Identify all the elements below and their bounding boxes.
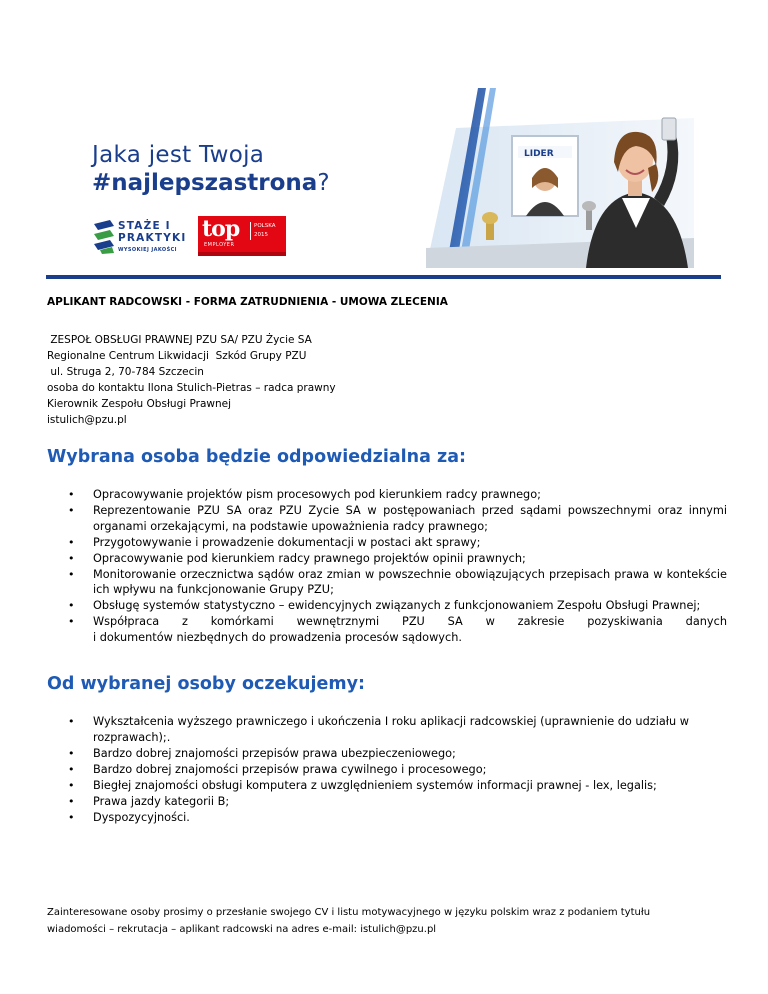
contact-position: Kierownik Zespołu Obsługi Prawnej bbox=[47, 398, 232, 410]
list-item: • Bardzo dobrej znajomości przepisów prawa ubezpieczeniowego; bbox=[93, 746, 727, 762]
top-employer-logo bbox=[198, 216, 286, 256]
top-logo-country: POLSKA bbox=[254, 223, 276, 229]
banner-photo bbox=[426, 88, 694, 268]
list-item: • Opracowywanie projektów pism procesowych pod kierunkiem radcy prawnego; bbox=[93, 487, 727, 503]
staze-logo-text bbox=[118, 220, 186, 244]
expectations-heading: Od wybranej osoby oczekujemy: bbox=[47, 674, 365, 695]
contact-email[interactable]: istulich@pzu.pl bbox=[47, 414, 127, 426]
top-logo-year: 2015 bbox=[254, 232, 268, 238]
job-offer-content bbox=[47, 296, 727, 825]
woman-selfie-illustration bbox=[426, 88, 694, 268]
list-item: • Dyspozycyjności. bbox=[93, 810, 727, 826]
top-logo-bar bbox=[198, 252, 286, 256]
staze-line1: STAŻE I bbox=[118, 220, 171, 232]
banner-divider bbox=[46, 275, 721, 279]
staze-logo-icon bbox=[92, 220, 116, 254]
footer-line1: Zainteresowane osoby prosimy o przesłanie swojego CV i listu motywacyjnego w języku polskim wraz z podaniem tytułu bbox=[47, 907, 651, 918]
list-item: • Wykształcenia wyższego prawniczego i ukończenia I roku aplikacji radcowskiej (uprawnienie do udziału w rozprawach);. bbox=[93, 714, 727, 746]
staze-praktyki-logo bbox=[92, 220, 192, 258]
list-item: • Obsługę systemów statystyczno – ewidencyjnych związanych z funkcjonowaniem Zespołu Obsługi Prawnej; bbox=[93, 598, 727, 614]
lider-sign-text: LIDER bbox=[524, 149, 554, 159]
top-logo-country-year bbox=[250, 222, 275, 240]
contact-centre: Regionalne Centrum Likwidacji Szkód Grupy PZU bbox=[47, 350, 307, 362]
banner-question-mark: ? bbox=[317, 170, 330, 196]
list-item: • Prawa jazdy kategorii B; bbox=[93, 794, 727, 810]
list-item-line: i dokumentów niezbędnych do prowadzenia procesów sądowych. bbox=[93, 631, 462, 645]
banner-hashtag: #najlepszastrona bbox=[92, 170, 318, 196]
application-instructions bbox=[47, 904, 727, 938]
banner-headline-line1: Jaka jest Twoja bbox=[92, 142, 265, 168]
job-title: APLIKANT RADCOWSKI - FORMA ZATRUDNIENIA - UMOWA ZLECENIA bbox=[47, 296, 448, 308]
list-item bbox=[93, 614, 727, 646]
contact-department: ZESPOŁ OBSŁUGI PRAWNEJ PZU SA/ PZU Życie SA bbox=[47, 334, 312, 346]
contact-block bbox=[47, 332, 727, 428]
footer-line2: wiadomości – rekrutacja – aplikant radcowski na adres e-mail: istulich@pzu.pl bbox=[47, 924, 437, 935]
list-item: • Reprezentowanie PZU SA oraz PZU Zycie SA w postępowaniach przed sądami powszechnymi oraz innymi organami orzekającymi, na podstawie upoważnienia radcy prawnego; bbox=[93, 503, 727, 535]
contact-person: osoba do kontaktu Ilona Stulich-Pietras – radca prawny bbox=[47, 382, 336, 394]
responsibilities-heading: Wybrana osoba będzie odpowiedzialna za: bbox=[47, 447, 467, 467]
list-item: • Opracowywanie pod kierunkiem radcy prawnego projektów opinii prawnych; bbox=[93, 551, 727, 567]
list-item-line: • Współpraca z komórkami wewnętrznymi PZU SA w zakresie pozyskiwania danych bbox=[93, 615, 727, 629]
responsibilities-list bbox=[47, 487, 727, 646]
list-item: • Bardzo dobrej znajomości przepisów prawa cywilnego i procesowego; bbox=[93, 762, 727, 778]
top-logo-employer: EMPLOYER bbox=[204, 242, 235, 248]
expectations-list bbox=[47, 714, 727, 825]
list-item: • Monitorowanie orzecznictwa sądów oraz zmian w powszechnie obowiązujących przepisach prawa w kontekście ich wpływu na funkcjonowanie Grupy PZU; bbox=[93, 567, 727, 599]
top-logo-word: top bbox=[202, 216, 240, 242]
banner-headline-line2 bbox=[92, 170, 330, 196]
recruitment-banner bbox=[90, 88, 695, 268]
staze-subtitle: WYSOKIEJ JAKOŚCI bbox=[118, 247, 177, 253]
list-item: • Biegłej znajomości obsługi komputera z uwzględnieniem systemów informacji prawnej - lex, legalis; bbox=[93, 778, 727, 794]
staze-line2: PRAKTYKI bbox=[118, 232, 187, 244]
contact-address: ul. Struga 2, 70-784 Szczecin bbox=[47, 366, 204, 378]
list-item: • Przygotowywanie i prowadzenie dokumentacji w postaci akt sprawy; bbox=[93, 535, 727, 551]
